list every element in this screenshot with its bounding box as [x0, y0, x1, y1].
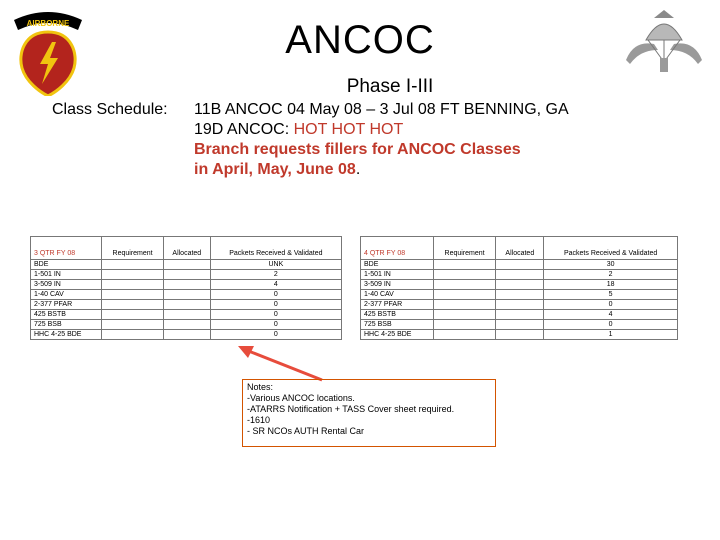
hot-text: HOT HOT HOT	[293, 121, 404, 138]
note-item: - SR NCOs AUTH Rental Car	[247, 426, 365, 436]
table-row	[31, 330, 342, 340]
cell-packets: 5	[544, 290, 678, 300]
cell-allocated	[163, 280, 210, 290]
cell-requirement	[102, 290, 164, 300]
page-title: ANCOC	[285, 18, 435, 62]
cell-packets: 2	[544, 270, 678, 280]
cell-unit: 2-377 PFAR	[31, 300, 102, 310]
page-subtitle	[0, 76, 720, 98]
cell-allocated	[496, 290, 544, 300]
col-header-allocated: Allocated	[496, 237, 544, 260]
table-row	[361, 310, 678, 320]
cell-allocated	[163, 270, 210, 280]
table-4qtr-fy08	[360, 236, 678, 340]
col-header-allocated: Allocated	[163, 237, 210, 260]
cell-packets: 4	[544, 310, 678, 320]
cell-packets: 2	[210, 270, 341, 280]
cell-requirement	[433, 300, 496, 310]
col-header-requirement: Requirement	[433, 237, 496, 260]
subtitle-text: Phase I-III	[346, 76, 434, 97]
table-row	[361, 270, 678, 280]
cell-allocated	[163, 300, 210, 310]
cell-unit: 3-509 IN	[31, 280, 102, 290]
cell-packets: 4	[210, 280, 341, 290]
table-row	[361, 260, 678, 270]
schedule-line-19d-label: 19D ANCOC:	[194, 121, 294, 138]
cell-requirement	[102, 330, 164, 340]
schedule-line-fillers: Branch requests fillers for ANCOC Classes	[194, 141, 521, 158]
cell-packets: 0	[210, 320, 341, 330]
col-header-packets: Packets Received & Validated	[210, 237, 341, 260]
airborne-tab-text: AIRBORNE	[26, 19, 70, 28]
table-row	[361, 280, 678, 290]
cell-packets: 0	[210, 290, 341, 300]
table-row	[31, 300, 342, 310]
cell-requirement	[102, 320, 164, 330]
cell-allocated	[496, 310, 544, 320]
schedule-lines	[194, 100, 569, 180]
cell-allocated	[496, 330, 544, 340]
table-3qtr-fy08	[30, 236, 342, 340]
notes-heading: Notes:	[247, 382, 274, 392]
schedule-line-19d	[194, 120, 569, 140]
cell-requirement	[102, 310, 164, 320]
table-row	[31, 320, 342, 330]
cell-allocated	[496, 280, 544, 290]
note-item: -Various ANCOC locations.	[247, 393, 355, 403]
table-header-row	[31, 237, 342, 260]
cell-unit: BDE	[31, 260, 102, 270]
cell-unit: 3-509 IN	[361, 280, 434, 290]
cell-unit: HHC 4-25 BDE	[31, 330, 102, 340]
col-header-packets: Packets Received & Validated	[544, 237, 678, 260]
cell-requirement	[433, 330, 496, 340]
cell-allocated	[496, 270, 544, 280]
cell-unit: 1-501 IN	[31, 270, 102, 280]
cell-allocated	[163, 310, 210, 320]
cell-allocated	[496, 300, 544, 310]
cell-unit: 1-501 IN	[361, 270, 434, 280]
cell-packets: 0	[210, 310, 341, 320]
cell-allocated	[163, 330, 210, 340]
note-item: -1610	[247, 415, 271, 425]
cell-packets: 0	[210, 330, 341, 340]
cell-requirement	[433, 290, 496, 300]
schedule-line-11b: 11B ANCOC 04 May 08 – 3 Jul 08 FT BENNING, GA	[194, 101, 569, 118]
table-body	[31, 260, 342, 340]
col-header-quarter: 4 QTR FY 08	[361, 237, 434, 260]
cell-requirement	[433, 260, 496, 270]
cell-allocated	[496, 320, 544, 330]
cell-packets: 1	[544, 330, 678, 340]
table-row	[31, 260, 342, 270]
cell-requirement	[433, 310, 496, 320]
cell-unit: 2-377 PFAR	[361, 300, 434, 310]
cell-allocated	[163, 290, 210, 300]
table-row	[361, 330, 678, 340]
col-header-quarter: 3 QTR FY 08	[31, 237, 102, 260]
table-row	[31, 310, 342, 320]
table-header-row	[361, 237, 678, 260]
cell-requirement	[102, 270, 164, 280]
cell-allocated	[163, 260, 210, 270]
table-row	[31, 270, 342, 280]
cell-allocated	[496, 260, 544, 270]
cell-requirement	[433, 280, 496, 290]
cell-unit: BDE	[361, 260, 434, 270]
cell-packets: UNK	[210, 260, 341, 270]
table-row	[361, 300, 678, 310]
table-row	[361, 290, 678, 300]
schedule-period: .	[355, 161, 361, 178]
cell-requirement	[102, 300, 164, 310]
cell-unit: 725 BSB	[31, 320, 102, 330]
cell-unit: 725 BSB	[361, 320, 434, 330]
note-item: -ATARRS Notification + TASS Cover sheet required.	[247, 404, 455, 414]
cell-unit: 425 BSTB	[361, 310, 434, 320]
cell-packets: 0	[210, 300, 341, 310]
cell-packets: 0	[544, 300, 678, 310]
col-header-requirement: Requirement	[102, 237, 164, 260]
cell-requirement	[102, 280, 164, 290]
cell-allocated	[163, 320, 210, 330]
cell-unit: 425 BSTB	[31, 310, 102, 320]
schedule-months-text: in April, May, June 08	[194, 161, 356, 178]
table-row	[31, 280, 342, 290]
cell-requirement	[433, 270, 496, 280]
cell-unit: HHC 4-25 BDE	[361, 330, 434, 340]
cell-packets: 18	[544, 280, 678, 290]
cell-unit: 1-40 CAV	[361, 290, 434, 300]
cell-requirement	[433, 320, 496, 330]
table-body	[361, 260, 678, 340]
notes-box	[242, 379, 496, 447]
table-row	[361, 320, 678, 330]
table-row	[31, 290, 342, 300]
schedule-line-months	[194, 160, 569, 180]
schedule-label: Class Schedule:	[52, 101, 168, 118]
cell-packets: 0	[544, 320, 678, 330]
cell-unit: 1-40 CAV	[31, 290, 102, 300]
cell-packets: 30	[544, 260, 678, 270]
cell-requirement	[102, 260, 164, 270]
